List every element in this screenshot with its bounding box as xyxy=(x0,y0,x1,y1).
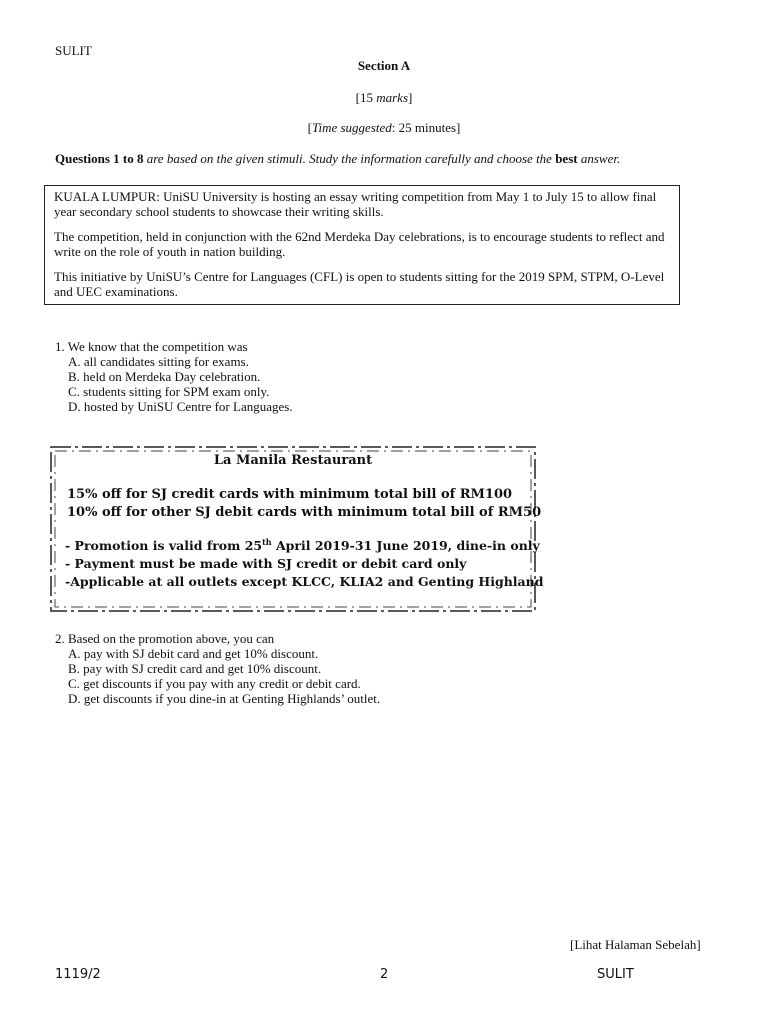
time-suggested xyxy=(0,120,768,136)
time-suffix: : 25 minutes] xyxy=(391,120,461,135)
promo-validity-sup: th xyxy=(262,536,272,547)
instructions-best: best xyxy=(555,151,578,166)
restaurant-name: La Manila Restaurant xyxy=(213,453,373,468)
promotion-stimulus-box xyxy=(50,446,544,612)
marks-label xyxy=(0,90,768,106)
marks-suffix: ] xyxy=(408,90,413,105)
instructions-italic: are based on the given stimuli. Study the information carefully and choose the xyxy=(143,151,556,166)
promo-validity xyxy=(65,538,540,553)
confidential-label-top: SULIT xyxy=(55,43,92,58)
promo-credit-offer: 15% off for SJ credit cards with minimum total bill of RM100 xyxy=(67,487,513,502)
marks-prefix: [15 xyxy=(355,90,377,105)
instructions-end: answer. xyxy=(577,151,621,166)
question-1-option-b: B. held on Merdeka Day celebration. xyxy=(68,369,261,384)
question-2-option-c: C. get discounts if you pay with any credit or debit card. xyxy=(68,676,361,691)
question-2-stem: 2. Based on the promotion above, you can xyxy=(55,631,275,646)
paper-code: 1119/2 xyxy=(55,967,101,982)
question-1-option-a: A. all candidates sitting for exams. xyxy=(68,354,249,369)
page-number: 2 xyxy=(380,967,389,982)
confidential-label-bottom: SULIT xyxy=(597,967,634,982)
question-1 xyxy=(55,339,293,414)
stimulus-paragraph: KUALA LUMPUR: UniSU University is hosting an essay writing competition from May 1 to July 15 to allow final year secondary school students to showcase their writing skills. xyxy=(54,189,657,219)
question-1-stem: 1. We know that the competition was xyxy=(55,339,248,354)
instructions-bold: Questions 1 to 8 xyxy=(55,151,144,166)
question-2-option-d: D. get discounts if you dine-in at Genting Highlands’ outlet. xyxy=(68,691,381,706)
stimulus-paragraph: This initiative by UniSU’s Centre for Languages (CFL) is open to students sitting for the 2019 SPM, STPM, O-Level and UEC examinations. xyxy=(54,269,665,299)
stimulus-paragraph: The competition, held in conjunction with the 62nd Merdeka Day celebrations, is to encourage students to reflect and write on the role of youth in nation building. xyxy=(54,229,665,259)
promo-debit-offer: 10% off for other SJ debit cards with minimum total bill of RM50 xyxy=(67,505,542,520)
promo-validity-a: - Promotion is valid from 25 xyxy=(65,538,263,553)
instructions xyxy=(55,151,620,167)
promo-validity-b: April 2019-31 June 2019, dine-in only xyxy=(271,538,540,553)
question-1-option-d: D. hosted by UniSU Centre for Languages. xyxy=(68,399,293,414)
question-2-option-b: B. pay with SJ credit card and get 10% discount. xyxy=(68,661,322,676)
promo-payment-condition: - Payment must be made with SJ credit or debit card only xyxy=(65,556,467,571)
time-prefix: [ xyxy=(307,120,312,135)
news-stimulus-box xyxy=(44,185,680,305)
time-label: Time suggested xyxy=(311,120,392,135)
question-2-option-a: A. pay with SJ debit card and get 10% discount. xyxy=(68,646,319,661)
question-1-option-c: C. students sitting for SPM exam only. xyxy=(68,384,270,399)
promo-outlet-condition: -Applicable at all outlets except KLCC, KLIA2 and Genting Highland xyxy=(65,574,544,589)
question-2 xyxy=(55,631,380,706)
marks-word: marks xyxy=(376,90,409,105)
next-page-note: [Lihat Halaman Sebelah] xyxy=(570,937,701,952)
section-title: Section A xyxy=(357,58,411,73)
